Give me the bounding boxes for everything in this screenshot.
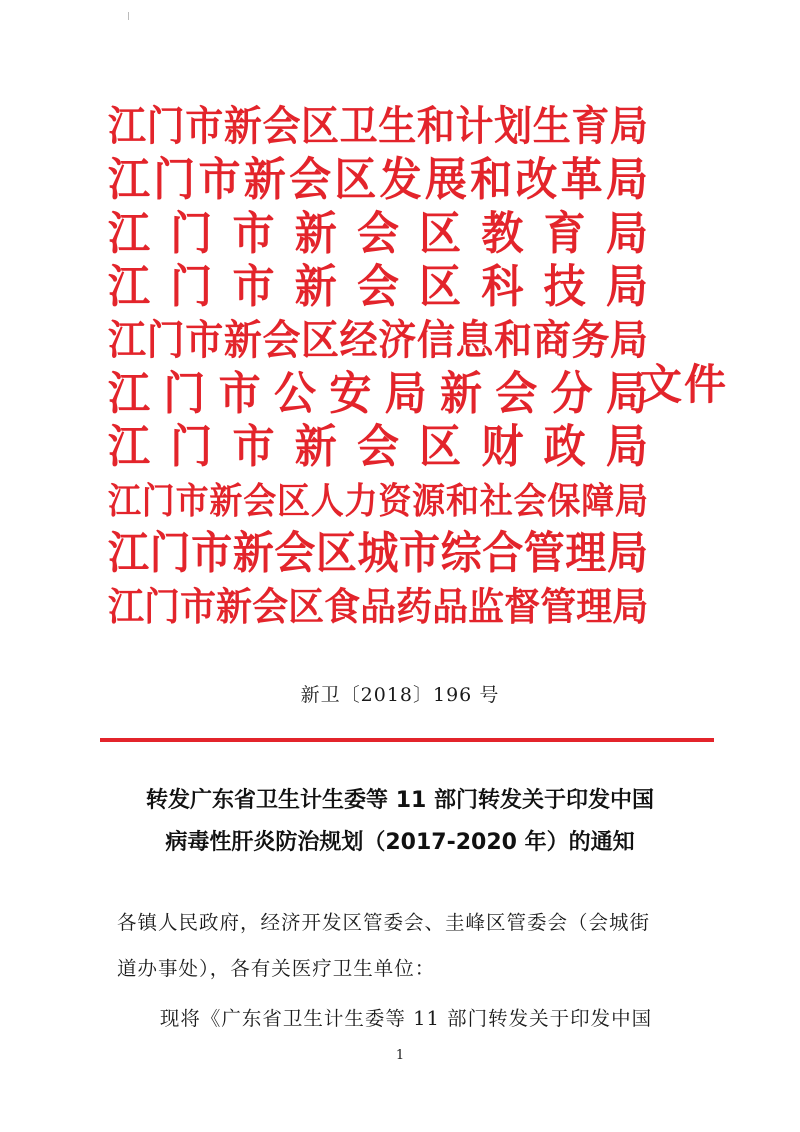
agency-char: 新	[209, 479, 243, 522]
agency-char: 局	[605, 206, 648, 260]
agency-char: 门	[170, 420, 213, 474]
agency-char: 计	[455, 102, 494, 150]
scan-mark	[128, 12, 129, 20]
agency-char: 市	[185, 315, 224, 364]
document-title	[0, 780, 800, 864]
agency-char: 区	[419, 206, 462, 260]
agency-char: 源	[412, 479, 446, 522]
agency-char: 城	[357, 527, 399, 579]
agency-char: 革	[560, 153, 603, 207]
agency-char: 区	[276, 479, 310, 522]
agency-char: 会	[243, 479, 277, 522]
agency-char: 管	[523, 527, 565, 579]
agency-name	[108, 98, 648, 156]
agency-char: 局	[609, 102, 648, 150]
agency-name	[108, 205, 648, 263]
agency-char: 障	[581, 479, 615, 522]
agency-char: 新	[439, 366, 482, 420]
title-line-2: 病毒性肝炎防治规划（2017-2020 年）的通知	[165, 830, 635, 855]
agency-char: 区	[301, 315, 340, 364]
agency-char: 划	[494, 102, 533, 150]
agency-char: 商	[532, 315, 571, 364]
agency-char: 和	[416, 102, 455, 150]
agency-name	[108, 311, 648, 369]
agency-char: 会	[274, 527, 316, 579]
agency-char: 区	[334, 153, 377, 207]
agency-char: 新	[294, 206, 337, 260]
agency-char: 济	[378, 315, 417, 364]
agency-char: 门	[146, 315, 185, 364]
document-number: 新卫〔2018〕196 号	[300, 684, 500, 706]
agency-char: 和	[470, 153, 513, 207]
agency-char: 监	[468, 584, 505, 630]
agency-char: 会	[356, 206, 399, 260]
document-body	[117, 900, 707, 1042]
agency-char: 江	[108, 102, 147, 150]
recipients-line: 道办事处），各有关医疗卫生单位：	[117, 957, 436, 980]
agency-char: 安	[329, 366, 372, 420]
agency-char: 江	[108, 479, 141, 522]
agency-char: 市	[175, 479, 209, 522]
agency-char: 门	[170, 260, 213, 314]
agency-char: 发	[379, 153, 422, 207]
agency-char: 市	[198, 153, 241, 207]
agency-char: 政	[543, 420, 586, 474]
agency-char: 展	[424, 153, 467, 207]
agency-char: 会	[495, 366, 538, 420]
agency-char: 食	[324, 584, 361, 630]
agency-char: 保	[547, 479, 581, 522]
red-divider	[100, 738, 714, 742]
agency-char: 育	[571, 102, 610, 150]
agency-char: 门	[144, 584, 181, 630]
agency-char: 区	[419, 260, 462, 314]
agency-char: 局	[605, 366, 648, 420]
agency-char: 品	[360, 584, 397, 630]
agency-char: 新	[223, 315, 262, 364]
agency-char: 品	[432, 584, 469, 630]
agency-char: 生	[378, 102, 417, 150]
agency-char: 科	[481, 260, 524, 314]
agency-char: 江	[108, 420, 151, 474]
agency-char: 局	[614, 479, 648, 522]
agency-char: 门	[153, 153, 196, 207]
agency-char: 江	[108, 527, 149, 579]
agency-char: 局	[606, 527, 648, 579]
agency-char: 信	[416, 315, 455, 364]
agency-char: 市	[191, 527, 233, 579]
agency-name	[108, 578, 648, 636]
agency-char: 会	[356, 260, 399, 314]
agency-char: 督	[504, 584, 541, 630]
agency-char: 局	[612, 584, 649, 630]
agency-name	[108, 151, 648, 209]
agency-char: 会	[262, 315, 301, 364]
agency-char: 和	[494, 315, 533, 364]
agency-char: 理	[565, 527, 607, 579]
agency-char: 江	[108, 206, 151, 260]
agency-char: 江	[108, 260, 151, 314]
agency-char: 新	[243, 153, 286, 207]
agency-char: 教	[481, 206, 524, 260]
agency-char: 力	[344, 479, 378, 522]
agency-char: 管	[540, 584, 577, 630]
agency-char: 育	[543, 206, 586, 260]
agency-char: 市	[218, 366, 261, 420]
agency-char: 资	[378, 479, 412, 522]
agency-char: 市	[399, 527, 441, 579]
agency-char: 江	[108, 153, 151, 207]
agency-char: 会	[252, 584, 289, 630]
agency-char: 区	[419, 420, 462, 474]
agency-char: 社	[479, 479, 513, 522]
agency-char: 卫	[339, 102, 378, 150]
agency-char: 江	[108, 315, 147, 364]
agency-name	[108, 258, 648, 316]
agency-char: 区	[315, 527, 357, 579]
agency-char: 会	[262, 102, 301, 150]
agency-char: 门	[170, 206, 213, 260]
agency-char: 局	[605, 420, 648, 474]
agency-char: 区	[301, 102, 340, 150]
agency-char: 新	[216, 584, 253, 630]
agency-char: 技	[543, 260, 586, 314]
agency-char: 综	[440, 527, 482, 579]
agency-char: 市	[232, 206, 275, 260]
agency-char: 局	[384, 366, 427, 420]
agency-name	[108, 418, 648, 476]
agency-name	[108, 472, 648, 530]
agency-char: 经	[339, 315, 378, 364]
agency-char: 江	[108, 584, 145, 630]
agency-char: 会	[289, 153, 332, 207]
agency-char: 息	[455, 315, 494, 364]
agency-char: 门	[141, 479, 175, 522]
agency-char: 财	[481, 420, 524, 474]
title-line-1: 转发广东省卫生计生委等 11 部门转发关于印发中国	[146, 788, 654, 813]
agency-char: 门	[149, 527, 191, 579]
agency-char: 局	[605, 260, 648, 314]
agency-char: 新	[294, 420, 337, 474]
agency-char: 人	[310, 479, 344, 522]
document-type-label: 文件	[640, 360, 729, 409]
body-paragraph: 现将《广东省卫生计生委等 11 部门转发关于印发中国	[159, 1007, 653, 1030]
agency-char: 江	[108, 366, 151, 420]
agency-char: 新	[223, 102, 262, 150]
agency-char: 会	[513, 479, 547, 522]
agency-char: 市	[180, 584, 217, 630]
agency-char: 务	[571, 315, 610, 364]
agency-char: 局	[605, 153, 648, 207]
agency-char: 和	[445, 479, 479, 522]
agency-name	[108, 525, 648, 583]
agency-char: 市	[232, 420, 275, 474]
agency-char: 公	[273, 366, 316, 420]
agency-char: 改	[515, 153, 558, 207]
agency-name	[108, 365, 648, 423]
recipients-line: 各镇人民政府，经济开发区管委会、圭峰区管委会（会城街	[117, 911, 651, 934]
agency-char: 门	[163, 366, 206, 420]
agency-char: 分	[550, 366, 593, 420]
agency-char: 合	[482, 527, 524, 579]
agency-char: 局	[609, 315, 648, 364]
agency-char: 区	[288, 584, 325, 630]
red-masthead	[108, 100, 648, 634]
agency-char: 市	[185, 102, 224, 150]
agency-char: 新	[294, 260, 337, 314]
agency-char: 会	[356, 420, 399, 474]
page-number: 1	[395, 1048, 405, 1063]
agency-char: 理	[576, 584, 613, 630]
agency-char: 药	[396, 584, 433, 630]
agency-char: 生	[532, 102, 571, 150]
agency-char: 新	[232, 527, 274, 579]
agency-char: 门	[146, 102, 185, 150]
agency-char: 市	[232, 260, 275, 314]
